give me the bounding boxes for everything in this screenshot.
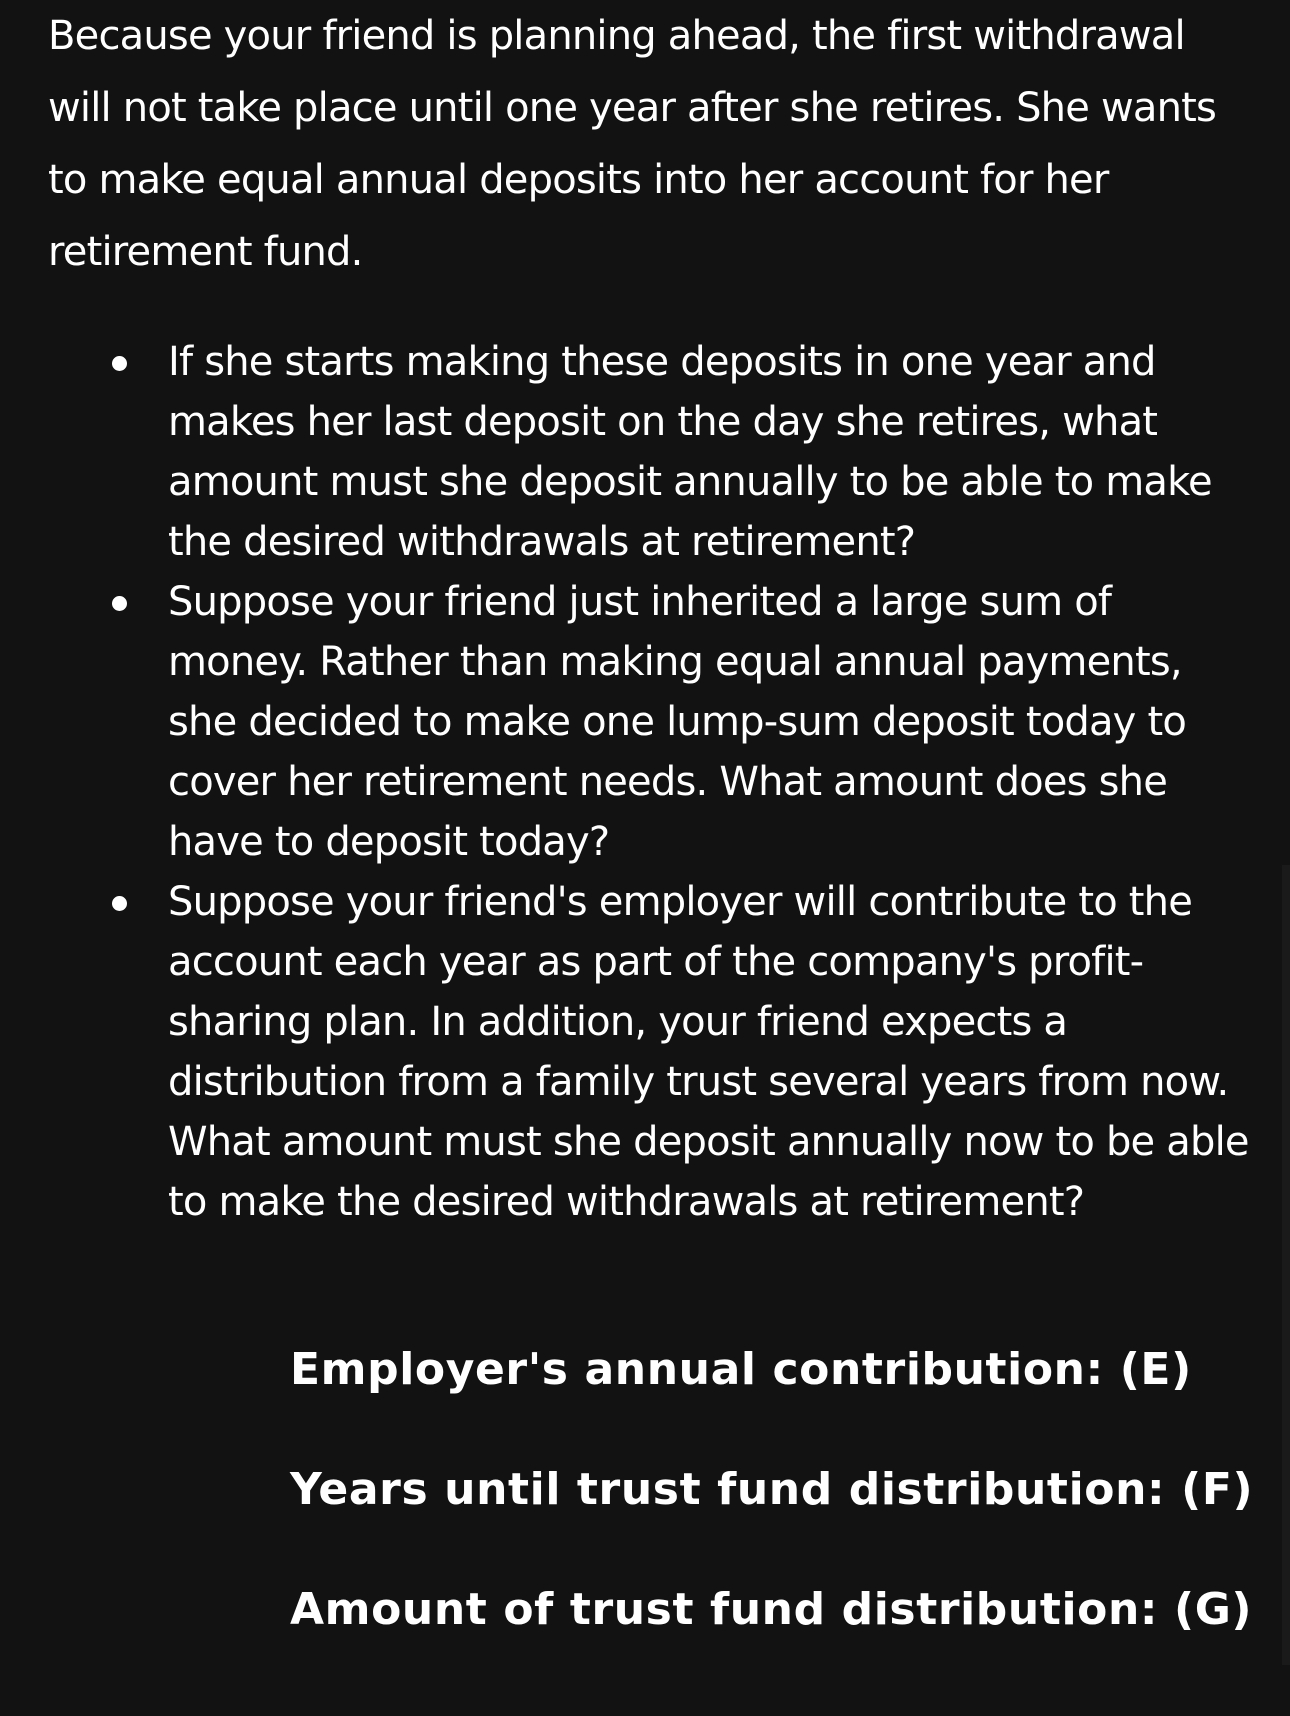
list-item <box>112 572 1252 872</box>
employer-contribution-label: Employer's annual contribution: (E) <box>290 1344 1192 1395</box>
list-item <box>112 872 1252 1232</box>
scrollbar[interactable] <box>1282 865 1290 1665</box>
question-text: Suppose your friend just inherited a large sum of money. Rather than making equal annual payments, she decided to make one lump-sum deposit today to cover her retirement needs. What amount does she have to deposit today? <box>168 579 1187 865</box>
bullet-icon <box>112 896 127 911</box>
intro-paragraph: Because your friend is planning ahead, the first withdrawal will not take place until one year after she retires. She wants to make equal annual deposits into her account for her retirement fund. <box>48 13 1217 275</box>
question-list <box>112 332 1252 1232</box>
list-item <box>112 332 1252 572</box>
question-text: Suppose your friend's employer will contribute to the account each year as part of the company's profit-sharing plan. In addition, your friend expects a distribution from a family trust several years from now. What amount must she deposit annually now to be able to make the desired withdrawals at retirement? <box>168 879 1249 1225</box>
trust-amount-label: Amount of trust fund distribution: (G) <box>290 1584 1253 1635</box>
question-text: If she starts making these deposits in one year and makes her last deposit on the day she retires, what amount must she deposit annually to be able to make the desired withdrawals at retirement? <box>168 339 1212 565</box>
bullet-icon <box>112 356 127 371</box>
bullet-icon <box>112 596 127 611</box>
years-until-trust-label: Years until trust fund distribution: (F) <box>290 1464 1254 1515</box>
